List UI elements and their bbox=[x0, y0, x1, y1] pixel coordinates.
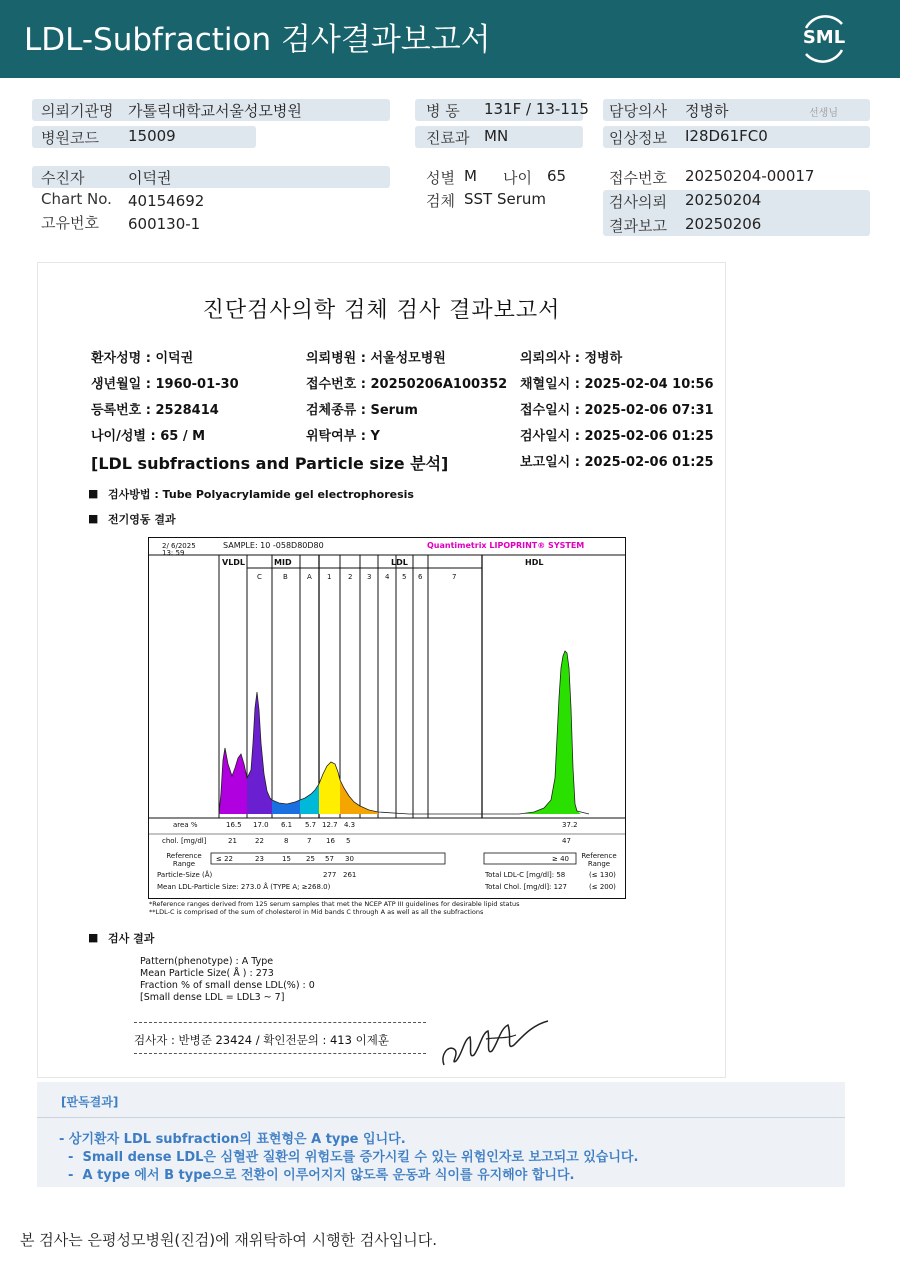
specimen-label: 검체 bbox=[426, 192, 455, 210]
uid-value: 600130-1 bbox=[128, 215, 201, 233]
band-label: 6 bbox=[418, 573, 423, 581]
result-label: 결과보고 bbox=[609, 217, 667, 235]
electro-sample: SAMPLE: 10 -058D80D80 bbox=[223, 541, 324, 550]
band-label: A bbox=[307, 573, 312, 581]
total-ldl: Total LDL-C [mg/dl]: 58 bbox=[485, 871, 566, 879]
divider bbox=[37, 1117, 845, 1118]
report-time: 보고일시 : 2025-02-06 01:25 bbox=[520, 455, 714, 470]
area-value: 6.1 bbox=[281, 821, 293, 829]
band-label: 3 bbox=[367, 573, 372, 581]
sex-label: 성별 bbox=[426, 169, 455, 187]
report-info-cell: 등록번호 : 2528414 bbox=[91, 403, 219, 418]
chol-value: 7 bbox=[307, 837, 312, 845]
report-info-cell: 검체종류 : Serum bbox=[306, 403, 418, 418]
doctor-suffix: 선생님 bbox=[809, 108, 838, 119]
result-line: Pattern(phenotype) : A Type bbox=[140, 956, 274, 967]
result-line: Mean Particle Size( Å ) : 273 bbox=[140, 968, 274, 979]
bullet-icon: ■ bbox=[88, 931, 99, 944]
report-info-cell: 의뢰의사 : 정병하 bbox=[520, 351, 623, 366]
report-info-cell: 의뢰병원 : 서울성모병원 bbox=[306, 351, 446, 366]
report-info-cell: 생년월일 : 1960-01-30 bbox=[91, 377, 239, 392]
electro-date: 2/ 6/2025 bbox=[162, 542, 196, 550]
chol-value: 16 bbox=[326, 837, 335, 845]
area-value: 12.7 bbox=[322, 821, 338, 829]
section-electro: 전기영동 결과 bbox=[108, 513, 176, 526]
hospital-value: 가톨릭대학교서울성모병원 bbox=[128, 102, 302, 120]
judgement-line: - Small dense LDL은 심혈관 질환의 위험도를 증가시킬 수 있는 위험인자로 보고되고 있습니다. bbox=[59, 1150, 639, 1165]
electrophoresis-svg bbox=[149, 538, 625, 898]
band-label: B bbox=[283, 573, 288, 581]
hospcode-value: 15009 bbox=[128, 127, 176, 145]
particle-value: 277 bbox=[323, 871, 337, 879]
chol-value: 21 bbox=[228, 837, 237, 845]
bullet-icon: ■ bbox=[88, 487, 99, 500]
name-value: 이덕권 bbox=[128, 169, 172, 187]
specimen-value: SST Serum bbox=[464, 190, 547, 208]
report-info-cell: 접수일시 : 2025-02-06 07:31 bbox=[520, 403, 714, 418]
report-info-cell: 채혈일시 : 2025-02-04 10:56 bbox=[520, 377, 714, 392]
clinical-label: 임상정보 bbox=[609, 129, 667, 147]
ref-value: 15 bbox=[282, 855, 291, 863]
ref-hdl: ≥ 40 bbox=[552, 855, 569, 863]
doctor-label: 담당의사 bbox=[609, 102, 667, 120]
judgement-title: [판독결과] bbox=[61, 1095, 119, 1109]
electrophoresis-panel bbox=[148, 537, 626, 899]
area-hdl: 37.2 bbox=[562, 821, 578, 829]
chol-label: chol. [mg/dl] bbox=[162, 837, 207, 845]
band-label: 1 bbox=[327, 573, 332, 581]
age-label: 나이 bbox=[503, 169, 532, 187]
electro-time: 13: 59 bbox=[162, 549, 185, 557]
report-title: 진단검사의학 검체 검사 결과보고서 bbox=[202, 298, 561, 323]
group-label: MID bbox=[274, 558, 292, 567]
total-chol-ref: (≤ 200) bbox=[589, 883, 616, 891]
clinical-value: I28D61FC0 bbox=[685, 127, 768, 145]
band-label: C bbox=[257, 573, 262, 581]
ref-value: 30 bbox=[345, 855, 354, 863]
ref-label: Reference Range bbox=[581, 852, 617, 868]
age-value: 65 bbox=[547, 167, 567, 185]
electro-footnote: **LDL-C is comprised of the sum of cholesterol in Mid bands C through A as well as all the subfractions bbox=[149, 908, 484, 916]
chol-value: 22 bbox=[255, 837, 264, 845]
judgement-line: - A type 에서 B type으로 전환이 이루어지지 않도록 운동과 식이를 유지해야 합니다. bbox=[59, 1168, 575, 1183]
tester-line: 검사자 : 반병준 23424 / 확인전문의 : 413 이제훈 bbox=[134, 1033, 389, 1047]
doctor-value: 정병하 bbox=[685, 102, 729, 120]
section-result: 검사 결과 bbox=[108, 932, 155, 945]
group-label: LDL bbox=[391, 558, 408, 567]
request-label: 검사의뢰 bbox=[609, 193, 667, 211]
chart-label: Chart No. bbox=[41, 190, 112, 208]
ref-value: 57 bbox=[325, 855, 334, 863]
band-label: 5 bbox=[402, 573, 407, 581]
hospcode-label: 병원코드 bbox=[41, 129, 99, 147]
ward-label: 병 동 bbox=[426, 102, 460, 120]
request-value: 20250204 bbox=[685, 191, 762, 209]
judgement-line: - 상기환자 LDL subfraction의 표현형은 A type 입니다. bbox=[59, 1132, 406, 1147]
dept-label: 진료과 bbox=[426, 129, 470, 147]
area-value: 17.0 bbox=[253, 821, 269, 829]
report-info-cell: 나이/성별 : 65 / M bbox=[91, 429, 206, 444]
dept-value: MN bbox=[484, 127, 509, 145]
logo-text: SML bbox=[802, 27, 846, 48]
signature-image bbox=[436, 1015, 556, 1073]
area-value: 4.3 bbox=[344, 821, 356, 829]
total-chol: Total Chol. [mg/dl]: 127 bbox=[485, 883, 567, 891]
reception-label: 접수번호 bbox=[609, 169, 667, 187]
hospital-label: 의뢰기관명 bbox=[41, 102, 114, 120]
result-line: Fraction % of small dense LDL(%) : 0 bbox=[140, 980, 315, 991]
report-info-cell: 접수번호 : 20250206A100352 bbox=[306, 377, 508, 392]
report-info-cell: 위탁여부 : Y bbox=[306, 429, 380, 444]
mean-particle: Mean LDL-Particle Size: 273.0 Å (TYPE A; ≥268.0) bbox=[157, 883, 331, 891]
particle-value: 261 bbox=[343, 871, 357, 879]
report-info-cell: 검사일시 : 2025-02-06 01:25 bbox=[520, 429, 714, 444]
ref-value: ≤ 22 bbox=[216, 855, 233, 863]
name-label: 수진자 bbox=[41, 169, 85, 187]
area-value: 5.7 bbox=[305, 821, 317, 829]
bullet-icon: ■ bbox=[88, 512, 99, 525]
chol-value: 8 bbox=[284, 837, 289, 845]
chol-value: 5 bbox=[346, 837, 351, 845]
sex-value: M bbox=[464, 167, 477, 185]
group-label: VLDL bbox=[222, 558, 246, 567]
band-label: 2 bbox=[348, 573, 353, 581]
header-bar bbox=[0, 0, 900, 78]
chol-hdl: 47 bbox=[562, 837, 571, 845]
particle-label: Particle-Size (Å) bbox=[157, 871, 213, 879]
divider bbox=[134, 1022, 426, 1023]
field-bg bbox=[32, 166, 390, 188]
area-value: 16.5 bbox=[226, 821, 242, 829]
reception-value: 20250204-00017 bbox=[685, 167, 815, 185]
result-line: [Small dense LDL = LDL3 ~ 7] bbox=[140, 992, 285, 1003]
report-info-cell: 환자성명 : 이덕권 bbox=[91, 351, 194, 366]
ref-value: 25 bbox=[306, 855, 315, 863]
divider bbox=[134, 1053, 426, 1054]
report-subtitle: [LDL subfractions and Particle size 분석] bbox=[91, 454, 449, 473]
electro-brand: Quantimetrix LIPOPRINT® SYSTEM bbox=[427, 541, 585, 550]
page-title: LDL-Subfraction 검사결과보고서 bbox=[24, 22, 491, 58]
judgement-box bbox=[37, 1082, 845, 1187]
electro-footnote: *Reference ranges derived from 125 serum samples that met the NCEP ATP III guidelines for desirable lipid status bbox=[149, 900, 520, 908]
area-label: area % bbox=[173, 821, 198, 829]
uid-label: 고유번호 bbox=[41, 214, 99, 232]
ward-value: 131F / 13-115 bbox=[484, 100, 589, 118]
ref-label: Reference Range bbox=[166, 852, 202, 868]
total-ldl-ref: (≤ 130) bbox=[589, 871, 616, 879]
group-label: HDL bbox=[525, 558, 544, 567]
result-value: 20250206 bbox=[685, 215, 762, 233]
band-label: 7 bbox=[452, 573, 457, 581]
report-method: 검사방법 : Tube Polyacrylamide gel electrophoresis bbox=[108, 488, 414, 501]
chart-value: 40154692 bbox=[128, 192, 205, 210]
ref-value: 23 bbox=[255, 855, 264, 863]
footer-note: 본 검사는 은평성모병원(진검)에 재위탁하여 시행한 검사입니다. bbox=[20, 1231, 438, 1249]
band-label: 4 bbox=[385, 573, 390, 581]
sml-logo bbox=[798, 14, 850, 64]
scanned-report bbox=[37, 262, 726, 1078]
